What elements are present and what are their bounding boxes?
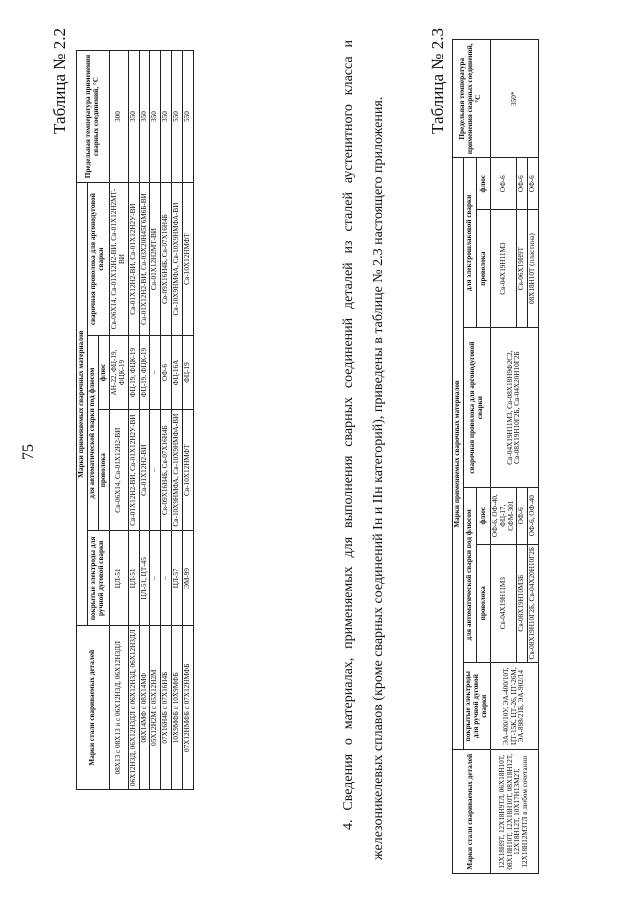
t1-cell-wire: Св-01Х12Н2-ВИ, Св-01Х12Н2У-ВИ [128, 409, 139, 530]
table-row [109, 51, 128, 790]
t1-cell-temp: 350 [150, 51, 161, 183]
t1-cell-argon: Св-01Х12Н2-ВИ, Св-03Х20Н45Г6М6Б-ВИ [139, 183, 150, 336]
t1-cell-electrode: – [150, 531, 161, 626]
t2-header-argon: сварочная проволока для аргонодуговой сварки [463, 328, 490, 488]
t1-cell-flux: ФЦ-19, ФЦК-19 [139, 336, 150, 410]
t2-header-steel: Марки стали свариваемых деталей [453, 750, 491, 874]
table-row [161, 51, 172, 790]
t1-header-group: Марки применяемых сварочных материалов [77, 183, 88, 626]
t1-cell-steel: 10Х9МФБ с 10Х9МФБ [172, 626, 183, 790]
t1-cell-electrode: ЦЛ-57 [172, 531, 183, 626]
t1-cell-argon: Св-09Х16Н4Б, Св-07Х16Н4Б [161, 183, 172, 336]
t2-header-flux: флюс [477, 487, 490, 544]
t1-cell-wire: Св-09Х16Н4Б, Св-07Х16Н4Б [161, 409, 172, 530]
t1-cell-steel: 08Х13 с 08Х13 и с 06Х12Н3Д, 06Х12Н3ДЛ [109, 626, 128, 790]
t1-header-electrode: покрытые электроды для ручной дуговой сварки [87, 531, 109, 626]
t2-header-wire: проволока [477, 544, 490, 662]
t1-cell-temp: 550 [172, 51, 183, 183]
t1-cell-argon: Св-01Х12Н2-ВИ, Св-01Х12Н2У-ВИ [128, 183, 139, 336]
t2-cell-steel: 12Х18Н9Т, 12Х18Н9ТЛ, 06Х18Н10Т, 08Х18Н10Т, 12Х18Н10Т, 08Х18Н12Т, 12Х18Н12Т, 10Х17Н13М2Т, 12Х18Н12М3ТЛ в любом сочетании [490, 750, 539, 874]
t1-cell-flux: ФЦ-16А [172, 336, 183, 410]
t1-cell-steel: 06Х12Н3Д, 06Х12Н3ДЛ с 06Х12Н3Д, 06Х12Н3ДЛ [128, 626, 139, 790]
t2-cell-wire: Св-08Х19Н10Г2Б, Св-04Х20Н10Г2Б [528, 544, 539, 662]
t2-cell-flux: ОФ-6, ОФ-40 [528, 487, 539, 544]
table-2-3 [452, 39, 539, 874]
paragraph-text: 4. Сведения о материалах, применяемых для выполнения сварных соединений деталей из сталей аустенитного класса и железоникелевых сплавов (кроме сварных соединений Iн и IIн категорий), приведены в таблице № 2.3 настоящего приложения. [341, 40, 386, 860]
t1-cell-electrode: – [161, 531, 172, 626]
t2-cell-flux: ОФ-6, ОФ-40, ФЦ-17, СФМ-301 [490, 487, 517, 544]
t2-cell-es-wire: Св-04Х19Н11М3 [490, 209, 517, 327]
t1-header-argon: сварочная проволока для аргонодуговой сварки [87, 183, 109, 336]
t1-cell-electrode: ЦЛ-51 [109, 531, 128, 626]
t1-cell-wire: – [150, 409, 161, 530]
t1-cell-steel: 08Х14МФ с 08Х14МФ [139, 626, 150, 790]
t2-cell-flux: ОФ-6 [517, 487, 528, 544]
t1-cell-temp: 300 [109, 51, 128, 183]
t2-header-es-wire: проволока [477, 209, 490, 327]
t2-cell-es-flux: ОФ-6 [517, 158, 528, 209]
t1-cell-argon: Св-10Х9НМФА, Св-10Х9НМФА-ВИ [172, 183, 183, 336]
t1-cell-flux: АН-22, ФЦ-19, ФЦК-19 [109, 336, 128, 410]
t1-header-auto: для автоматической сварки под флюсом [87, 336, 98, 531]
table-row [139, 51, 150, 790]
t1-cell-argon: Св-01Х12Н2МТ-ВИ [150, 183, 161, 336]
table-row [183, 51, 194, 790]
t1-cell-temp: 350 [128, 51, 139, 183]
t1-header-temp: Предельная температура применения сварных соединений, °С [77, 51, 110, 183]
t1-header-steel: Марки стали свариваемых деталей [77, 626, 110, 790]
t1-cell-flux: – [150, 336, 161, 410]
t2-header-temp: Предельная температура применения сварных соединений, °С [453, 40, 491, 158]
t1-cell-wire: Св-01Х12Н2-ВИ [139, 409, 150, 530]
t2-cell-es-wire: Св-06Х19Н9Т [517, 209, 528, 327]
t1-cell-wire: Св-10Х9НМФА, Св-10Х9НМФА-ВИ [172, 409, 183, 530]
t1-header-flux: флюс [98, 336, 109, 410]
table-row [490, 40, 517, 874]
t2-header-group: Марки применяемых сварочных материалов [453, 158, 464, 750]
paragraph-4 [334, 40, 394, 860]
t2-header-electroslag: для электрошлаковой сварки [463, 158, 476, 328]
t1-cell-steel: 07Х16Н4Б с 07Х16Н4Б [161, 626, 172, 790]
t1-cell-wire: Св-10Х12НМФТ [183, 409, 194, 530]
t2-cell-wire: Св-08Х19Н10М3Б [517, 544, 528, 662]
t1-cell-steel: 05Х12Н2М с 05Х12Н2М [150, 626, 161, 790]
t1-cell-flux: ФЦ-19, ФЦК-19 [128, 336, 139, 410]
table-2-3-caption: Таблица № 2.3 [428, 28, 447, 134]
t1-cell-electrode: ЦЛ-51 [128, 531, 139, 626]
t1-cell-temp: 350 [139, 51, 150, 183]
t2-cell-electrode: ЭА-400/10У, ЭА-400/10Т, ЦТ-15К, ЦТ-26, ЦТ-26М, ЭА-898/21Б, ЭА-902/14 [490, 662, 539, 750]
rotated-content [20, 22, 620, 882]
table-row [128, 51, 139, 790]
table-2-2 [76, 50, 194, 790]
t1-cell-electrode: ЦЛ-51, ЦТ-45 [139, 531, 150, 626]
t1-cell-argon: Св-10Х12НМФТ [183, 183, 194, 336]
t2-cell-temp: 350* [490, 40, 539, 158]
t2-cell-es-wire: 08Х18Н10Т (пластина) [528, 209, 539, 327]
table-row [150, 51, 161, 790]
t1-cell-temp: 550 [183, 51, 194, 183]
t2-cell-argon: Св-04Х19Н11М3, Св-08Х18Н9Ф2С2, Св-08Х19Н10Г2Б, Св-04Х20Н10Г2Б [490, 328, 539, 488]
t1-cell-flux: ОФ-6 [161, 336, 172, 410]
table-row [172, 51, 183, 790]
t1-cell-flux: ФЦ-19 [183, 336, 194, 410]
t1-cell-temp: 350 [161, 51, 172, 183]
t1-header-wire: проволока [98, 409, 109, 530]
t2-cell-es-flux: ОФ-6 [490, 158, 517, 209]
t1-cell-electrode: ЭМ-99 [183, 531, 194, 626]
table-2-2-caption: Таблица № 2.2 [50, 28, 69, 134]
t2-cell-es-flux: ОФ-6 [528, 158, 539, 209]
t1-cell-argon: Св-06Х14, Св-01Х12Н2-ВИ, Св-01Х12Н2МТ-ВИ [109, 183, 128, 336]
t2-header-auto: для автоматической сварки под флюсом [463, 487, 476, 662]
t2-header-electrode: покрытые электроды для ручной дуговой сварки [463, 662, 490, 750]
t1-cell-steel: 07Х12НМФБ с 07Х12НМФБ [183, 626, 194, 790]
page-number: 75 [20, 444, 37, 460]
t2-header-es-flux: флюс [477, 158, 490, 209]
t2-cell-wire: Св-04Х19Н11М3 [490, 544, 517, 662]
t1-cell-wire: Св-06Х14, Св-01Х12Н2-ВИ [109, 409, 128, 530]
